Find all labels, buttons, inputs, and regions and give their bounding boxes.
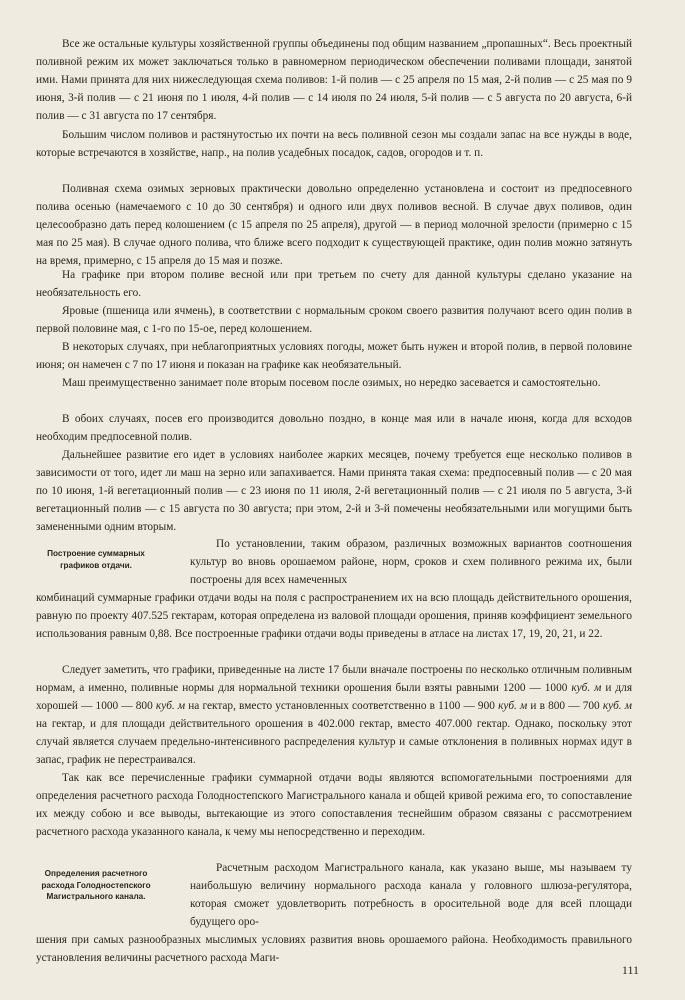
paragraph-mash-scheme: Дальнейшее развитие его идет в условиях наиболее жарких месяцев, почему требуется еще несколько поливов в зависимости от того, идет ли маш на зерно или запахивается. Нами принята такая схема: предпосевный полив — с 20 мая по 10 июня, 1-й вегетационный полив — с 23 июня по 11 июля, 2-й вегетационный полив — с 21 июля по 5 августа, 3-й вегетационный полив — с 15 августа по 30 августа; при этом, 2-й и 3-й помечены необязательными или могущими быть замененными одним вторым. — [36, 449, 632, 533]
sheet-17-text-b: и для хорошей — 1000 — 800 — [36, 681, 633, 712]
sheet-17-text-d: и в 800 — 700 — [530, 699, 600, 712]
paragraph-graph-note: На графике при втором поливе весной или при третьем по счету для данной культуры сделано указание на необязательность его. — [36, 269, 632, 299]
paragraph-auxiliary-graphs: Так как все перечисленные графики суммарной отдачи воды являются вспомогательными построениями для определения расчетного расхода Голодностепского Магистрального канала и общей кривой режима его, то сопоставление их между собою и все выводы, вытекающие из этого сопоставления теснейшим образом связаны с рассмотрением расчетного расхода указанного канала, к чему мы непосредственно и переходим. — [36, 772, 632, 838]
paragraph-design-flow-rest: шения при самых разнообразных мыслимых условиях развития вновь орошаемого района. Необходимость правильного установления величины расчетного расхода Маги- — [36, 934, 632, 964]
paragraph-design-flow-start: Расчетным расходом Магистрального канала, как указано выше, мы называем ту наибольшую величину нормального расхода канала у головного шлюза-регулятора, которая сможет удовлетворить потребность в оросительной воде для всей площади будущего оро- — [190, 862, 632, 928]
page-number: 111 — [621, 963, 639, 977]
sheet-17-text-c: на гектар, вместо установленных соответственно в 1100 — 900 — [188, 699, 495, 712]
sheet-17-text-e: на гектар, и для площади действительного орошения в 402.000 гектар, вместо 407.000 гектар. Однако, поскольку этот случай является случаем предельно-интенсивного распределения культур и самые отклонения в поливных нормах идут в запас, график не перестраивался. — [36, 717, 632, 766]
paragraph-mash: Маш преимущественно занимает поле вторым посевом после озимых, но нередко засевается и самостоятельно. — [62, 377, 601, 389]
unit-label: куб. м — [602, 699, 633, 712]
paragraph-second-irrigation: В некоторых случаях, при неблагоприятных условиях погоды, может быть нужен и второй полив, в первой половине июня; он намечен с 7 по 17 июня и показан на графике как необязательный. — [36, 341, 632, 371]
unit-label: куб. м — [571, 681, 602, 694]
unit-label: куб. м — [498, 699, 528, 712]
unit-label: куб. м — [155, 699, 186, 712]
paragraph-sowing: В обоих случаях, посев его производится довольно поздно, в конце мая или в начале июня, когда для всходов необходим предпосевной полив. — [36, 413, 632, 443]
paragraph-graphs-rest: комбинаций суммарные графики отдачи воды на поля с распространением их на всю площадь действительного орошения, равную по проекту 407.525 гектарам, которая определена из валовой площади орошения, приняв коэффициент земельного использования равным 0,88. Все построенные графики отдачи воды приведены в атласе на листах 17, 19, 20, 21, и 22. — [36, 592, 632, 640]
paragraph-spring-crops: Яровые (пшеница или ячмень), в соответствии с нормальным сроком своего развития получают всего один полив в первой половине мая, с 1-го по 15-ое, перед колошением. — [36, 305, 632, 335]
paragraph-reserve: Большим числом поливов и растянутостью их почти на весь поливной сезон мы создали запас на все нужды в воде, которые встречаются в хозяйстве, напр., на полив усадебных посадок, садов, огородов и т. п. — [36, 129, 632, 159]
paragraph-winter-crops: Поливная схема озимых зерновых практически довольно определенно установлена и состоит из предпосевного полива осенью (намечаемого с 10 до 30 сентября) и одного или двух поливов весной. В случае двух поливов, один целесообразно дать перед колошением (с 15 апреля по 25 апреля), другой — в период молочной зрелости (примерно с 15 мая по 25 мая). В случае одного полива, что ближе всего подходит к существующей практике, один полив можно затянуть на время, примерно, с 15 апреля до 15 мая и позже. — [36, 183, 632, 267]
margin-heading-graphs: Построение суммарных графиков отдачи. — [47, 549, 145, 570]
paragraph-sheet-17 — [36, 662, 632, 769]
paragraph-graphs-start: По установлении, таким образом, различных возможных вариантов соотношения культур во вновь орошаемом районе, норм, сроков и схем поливного режима их, были построены для всех намеченных — [190, 538, 632, 586]
margin-heading-design-flow: Определения расчетного расхода Голодностепского Магистрального канала. — [41, 869, 151, 901]
paragraph-propashnye: Все же остальные культуры хозяйственной группы объединены под общим названием „пропашных“. Весь проектный поливной режим их может заключаться только в равномерном периодическом обеспечении поливами площади, занятой ими. Нами принята для них нижеследующая схема поливов: 1-й полив — с 25 апреля по 15 мая, 2-й полив — с 25 мая по 9 июня, 3-й полив — с 21 июня по 1 июля, 4-й полив — с 14 июля по 24 июля, 5-й полив — с 5 августа по 20 августа, 6-й полив — с 31 августа по 17 сентября. — [36, 38, 632, 122]
sheet-17-text-a: Следует заметить, что графики, приведенные на листе 17 были вначале построены по несколько отличным поливным нормам, а именно, поливные нормы для нормальной техники орошения были взяты равными 1200 — 1000 — [36, 664, 632, 694]
